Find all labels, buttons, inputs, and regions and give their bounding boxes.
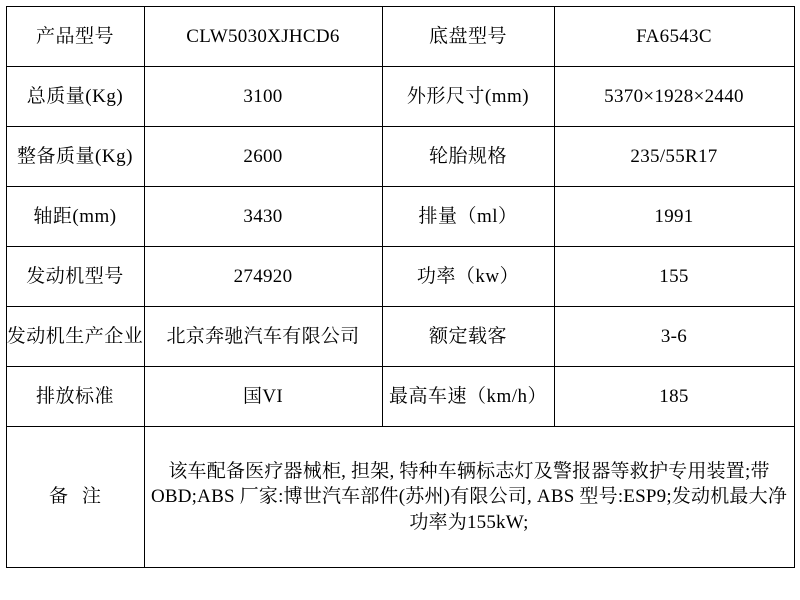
table-row — [6, 367, 794, 427]
row-value-wheelbase: 3430 — [144, 187, 382, 247]
row-label-chassis-model: 底盘型号 — [382, 7, 554, 67]
table-row — [6, 307, 794, 367]
row-value-engine-manufacturer: 北京奔驰汽车有限公司 — [144, 307, 382, 367]
row-value-notes: 该车配备医疗器械柜, 担架, 特种车辆标志灯及警报器等救护专用装置;带 OBD;ABS 厂家:博世汽车部件(苏州)有限公司, ABS 型号:ESP9;发动机最大净功率为155kW; — [144, 427, 794, 568]
row-value-product-model: CLW5030XJHCD6 — [144, 7, 382, 67]
row-label-engine-model: 发动机型号 — [6, 247, 144, 307]
row-value-emission-standard: 国VI — [144, 367, 382, 427]
row-value-tire-spec: 235/55R17 — [554, 127, 794, 187]
row-label-curb-mass: 整备质量(Kg) — [6, 127, 144, 187]
table-row — [6, 127, 794, 187]
table-row — [6, 187, 794, 247]
row-label-engine-manufacturer: 发动机生产企业 — [6, 307, 144, 367]
row-label-max-speed: 最高车速（km/h） — [382, 367, 554, 427]
table-row — [6, 247, 794, 307]
table-row — [6, 7, 794, 67]
row-label-notes: 备注 — [6, 427, 144, 568]
row-value-chassis-model: FA6543C — [554, 7, 794, 67]
row-label-power: 功率（kw） — [382, 247, 554, 307]
row-label-product-model: 产品型号 — [6, 7, 144, 67]
row-label-gross-mass: 总质量(Kg) — [6, 67, 144, 127]
row-value-gross-mass: 3100 — [144, 67, 382, 127]
vehicle-spec-table — [6, 6, 795, 568]
row-value-rated-passengers: 3-6 — [554, 307, 794, 367]
row-label-dimensions: 外形尺寸(mm) — [382, 67, 554, 127]
row-label-emission-standard: 排放标准 — [6, 367, 144, 427]
row-value-engine-model: 274920 — [144, 247, 382, 307]
table-row — [6, 67, 794, 127]
row-value-max-speed: 185 — [554, 367, 794, 427]
row-value-displacement: 1991 — [554, 187, 794, 247]
row-label-displacement: 排量（ml） — [382, 187, 554, 247]
spec-table-body — [6, 7, 794, 568]
table-row-notes — [6, 427, 794, 568]
row-label-rated-passengers: 额定载客 — [382, 307, 554, 367]
row-value-curb-mass: 2600 — [144, 127, 382, 187]
row-value-power: 155 — [554, 247, 794, 307]
row-label-tire-spec: 轮胎规格 — [382, 127, 554, 187]
row-value-dimensions: 5370×1928×2440 — [554, 67, 794, 127]
row-label-wheelbase: 轴距(mm) — [6, 187, 144, 247]
